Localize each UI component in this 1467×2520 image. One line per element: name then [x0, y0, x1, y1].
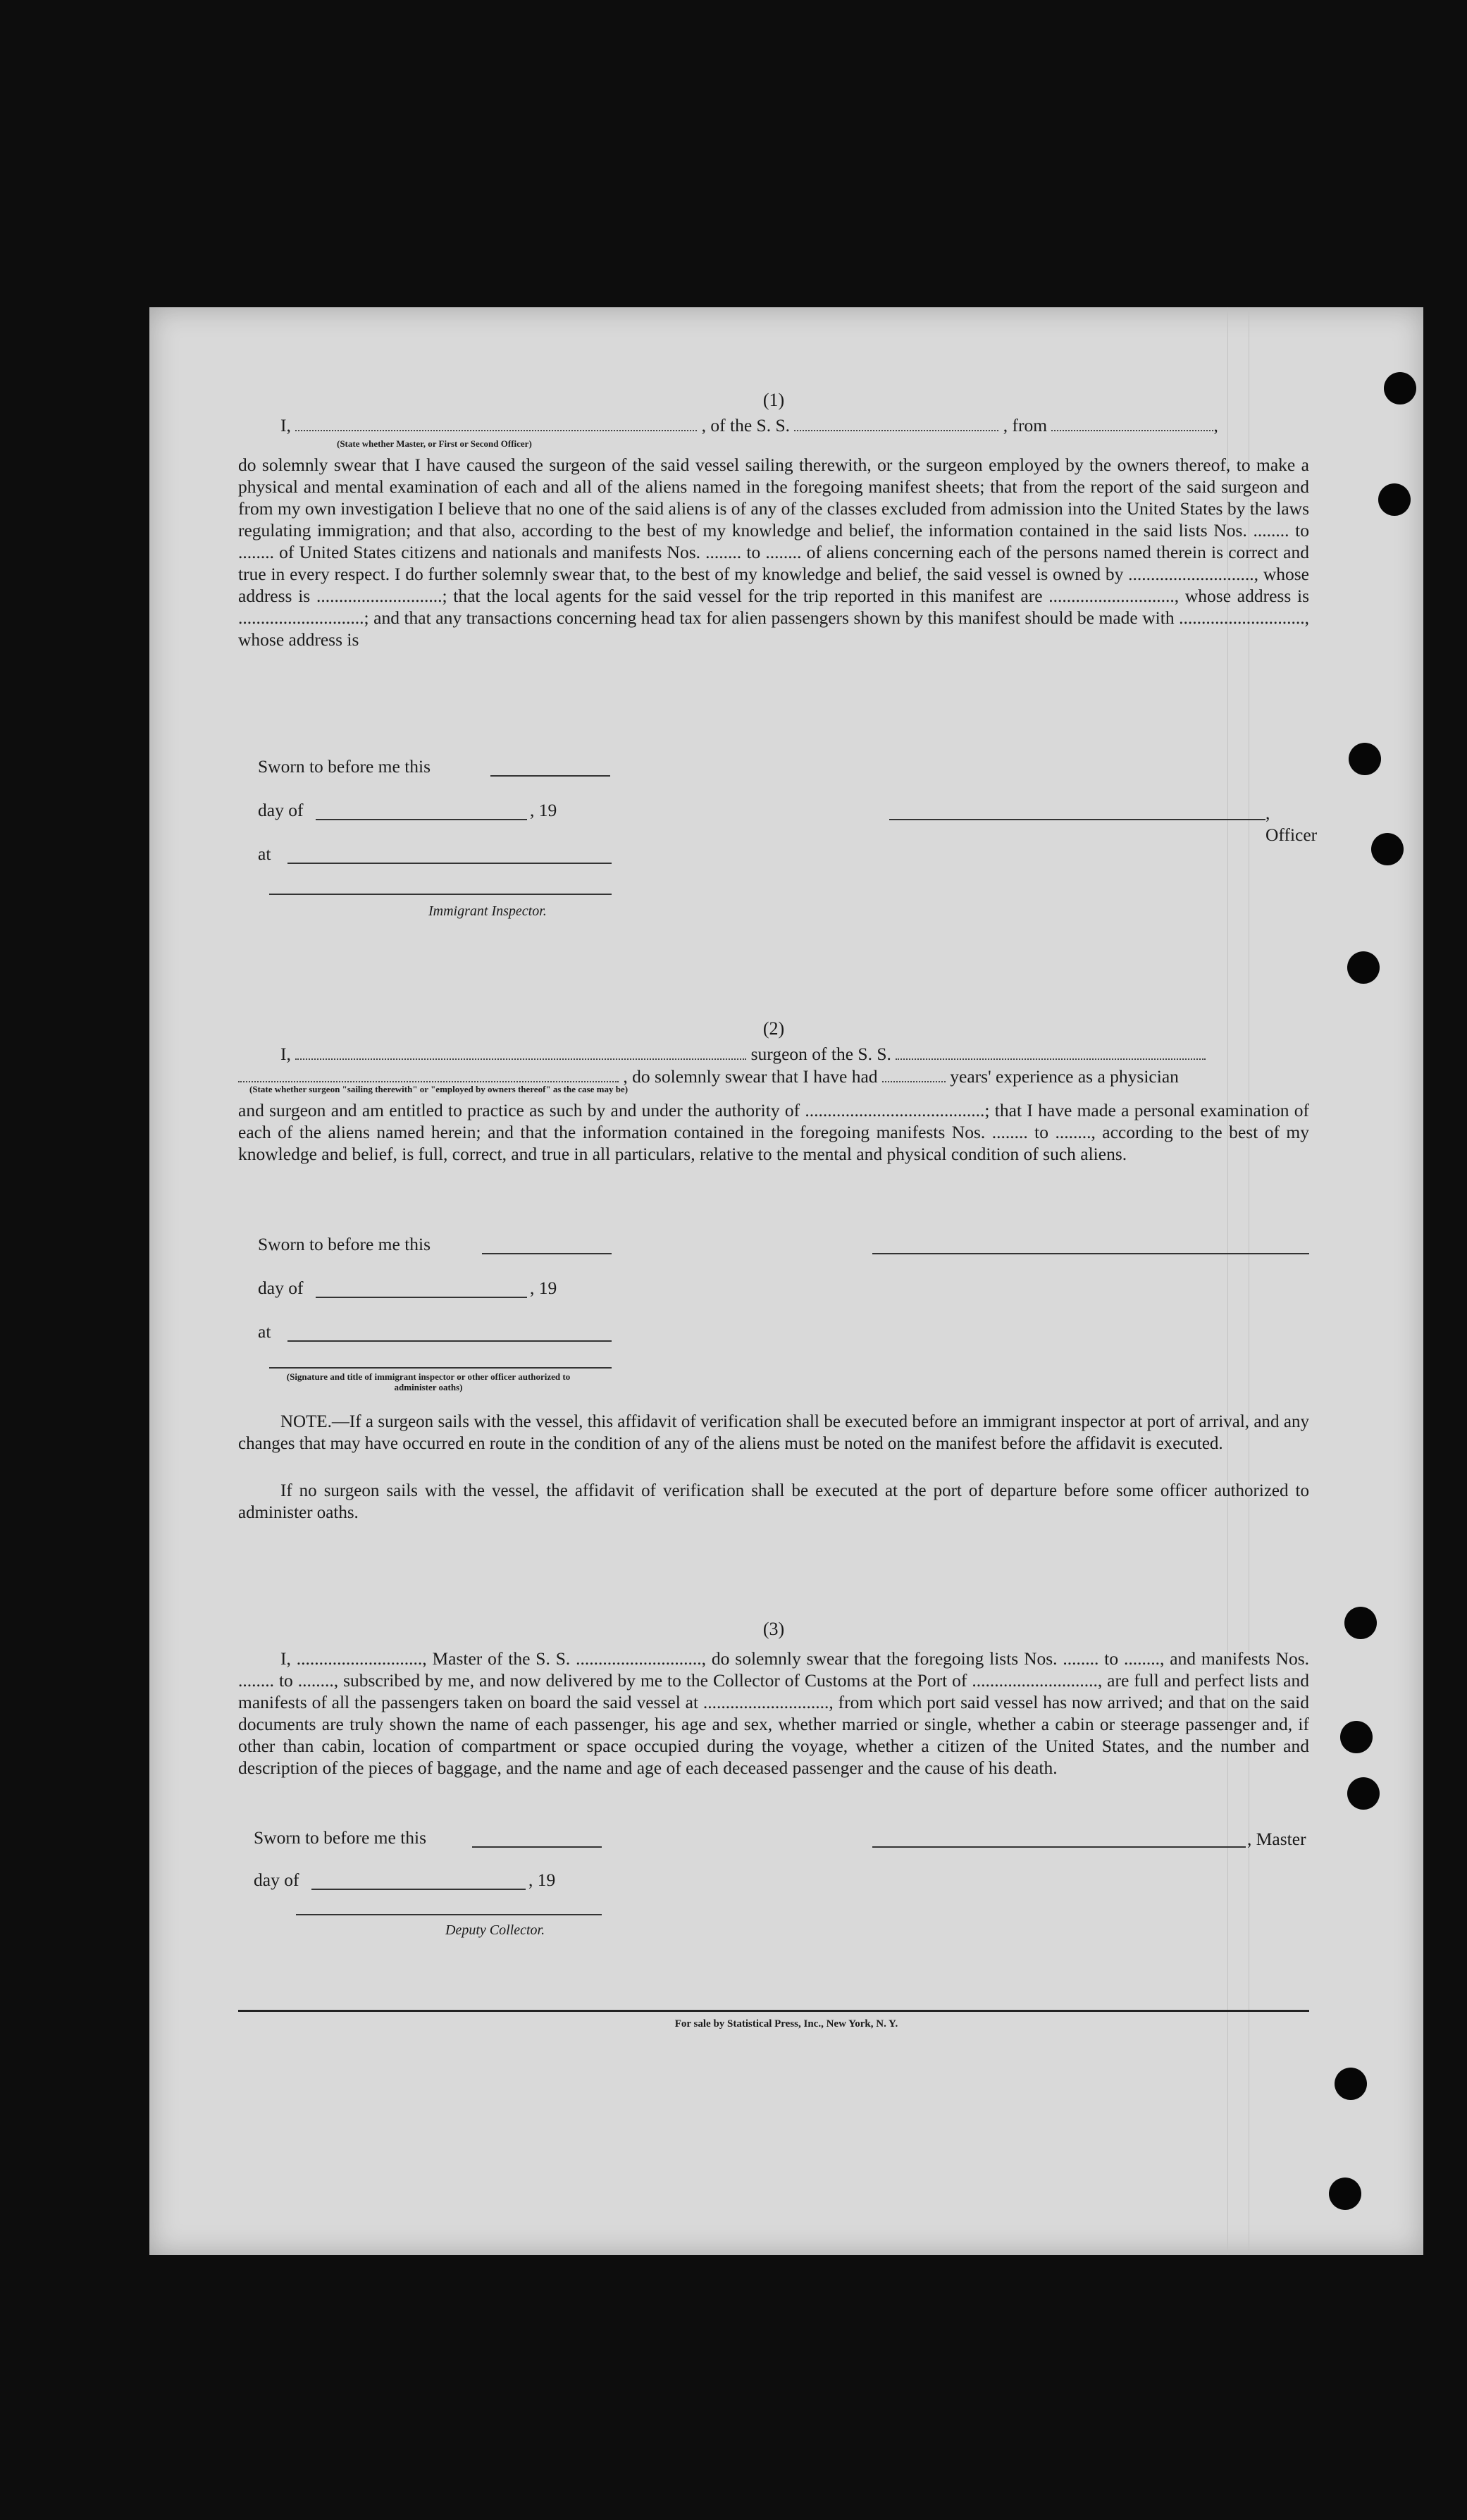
officer-note: (State whether Master, or First or Second Officer): [337, 438, 532, 449]
surgeon-note: (State whether surgeon "sailing therewith" or "employed by owners thereof" as the case may be): [249, 1084, 629, 1094]
day-of-label: day of: [254, 1870, 299, 1890]
sworn-label: Sworn to before me this: [258, 756, 431, 777]
sworn-blank: [482, 1253, 612, 1254]
collector-signature-line: [296, 1914, 602, 1915]
day-blank: [316, 1297, 527, 1298]
affidavit-section-1: [238, 389, 1318, 1023]
section-1-first-line: I, , of the S. S. , from ,: [280, 415, 1218, 436]
punch-hole: [1378, 483, 1411, 516]
section-2-body: and surgeon and am entitled to practice as such by and under the authority of ........................................; that I have made a personal examination of each of the aliens named herein; and that the information contained in the foregoing manifests Nos. ........ to ........, according to the best of my knowledge and belief, is full, correct, and true in all particulars, relative to the mental and physical condition of such aliens.: [238, 1100, 1309, 1164]
sworn-label: Sworn to before me this: [254, 1827, 427, 1848]
punch-hole: [1340, 1721, 1373, 1753]
section-3-heading: (3): [762, 1619, 785, 1639]
inspector-signature-line: [269, 894, 612, 895]
sworn-blank: [472, 1846, 602, 1848]
note-paragraph-1: NOTE.—If a surgeon sails with the vessel, this affidavit of verification shall be executed before an immigrant inspector at port of arrival, and any changes that may have occurred en route in the condition of any of the aliens must be noted on the manifest before the affidavit is executed.: [238, 1412, 1309, 1453]
year-label: , 19: [528, 1870, 556, 1890]
day-blank: [316, 819, 527, 820]
at-label: at: [258, 1321, 271, 1342]
punch-hole: [1349, 743, 1381, 775]
section-2-heading: (2): [762, 1018, 785, 1039]
ship-label: , of the S. S.: [701, 415, 791, 436]
manifest-back-page: [149, 307, 1423, 2255]
master-label: , Master: [1247, 1829, 1306, 1849]
day-blank: [311, 1889, 526, 1890]
officer-signature-line: [889, 819, 1265, 820]
section-1-heading: (1): [762, 390, 785, 410]
name-blank: [295, 427, 697, 431]
punch-hole: [1344, 1607, 1377, 1639]
sworn-label: Sworn to before me this: [258, 1234, 431, 1254]
at-label: at: [258, 844, 271, 864]
punch-hole: [1371, 833, 1404, 865]
section-3-body: I, ............................, Master of the S. S. ............................, do solemnly swear that the foregoing lists Nos. ........ to ........, and manifests Nos. ........ to ........, subscribed by me, and now delivered by me to the Collector of Customs at the Port of ............................, are full and perfect lists and manifests of all the passengers taken on board the said vessel at ............................, from which port said vessel has now arrived; and that on the said documents are truly shown the name of each passenger, his age and sex, whether married or single, whether a cabin or steerage passenger and, if other than cabin, location of compartment or space occupied during the voyage, whether a citizen of the United States, and the number and description of the pieces of baggage, and the name and age of each deceased passenger and the cause of his death.: [238, 1648, 1309, 1778]
ship-blank: [794, 427, 998, 431]
inspector-label: Immigrant Inspector.: [428, 903, 547, 919]
at-blank: [287, 1340, 612, 1342]
pronoun-label: I,: [280, 1044, 291, 1064]
year-label: , 19: [530, 800, 557, 820]
from-blank: [1051, 427, 1213, 431]
day-of-label: day of: [258, 1278, 304, 1298]
affidavit-section-3: [238, 1618, 1309, 2041]
footer-rule: [238, 2010, 1309, 2012]
punch-hole: [1347, 951, 1380, 984]
section-2-first-line: [280, 1043, 1206, 1065]
section-1-body: do solemnly swear that I have caused the surgeon of the said vessel sailing therewith, or the surgeon employed by the owners thereof, to make a physical and mental examination of each and all of the aliens named in the foregoing manifest sheets; that from the report of the said surgeon and from my own investigation I believe that no one of the said aliens is of any of the classes excluded from admission into the United States by the laws regulating immigration; and that also, according to the best of my knowledge and belief, the information contained in the said lists Nos. ........ to ........ of United States citizens and nationals and manifests Nos. ........ to ........ of aliens concerning each of the persons named therein is correct and true in every respect. I do further solemnly swear that, to the best of my knowledge and belief, the said vessel is owned by ............................, whose address is ............................; that the local agents for the said vessel for the trip reported in this manifest are ............................, whose address is ............................; and that any transactions concerning head tax for alien passengers shown by this manifest should be made with ............................, whose address is: [238, 455, 1309, 650]
officer-label: , Officer: [1265, 803, 1318, 845]
years-blank: [882, 1078, 946, 1082]
surgeon-type-blank: [238, 1078, 619, 1082]
punch-hole: [1329, 2178, 1361, 2210]
punch-hole: [1335, 2068, 1367, 2100]
from-label: , from: [1003, 415, 1048, 436]
punch-hole: [1347, 1777, 1380, 1810]
printer-imprint: For sale by Statistical Press, Inc., New York, N. Y.: [674, 2018, 898, 2030]
punch-hole: [1384, 372, 1416, 404]
surgeon-ship-blank: [896, 1056, 1206, 1060]
signature-line: [269, 1367, 612, 1369]
at-blank: [287, 863, 612, 864]
signature-note: (Signature and title of immigrant inspector or other officer authorized to administer oaths): [286, 1371, 571, 1392]
surgeon-name-blank: [295, 1056, 746, 1060]
surgeon-signature-line: [872, 1253, 1309, 1254]
pronoun-label: I,: [280, 415, 291, 436]
master-signature-line: [872, 1846, 1246, 1848]
day-of-label: day of: [258, 800, 304, 820]
note-paragraph-2: If no surgeon sails with the vessel, the affidavit of verification shall be executed at the port of departure before some officer authorized to administer oaths.: [238, 1481, 1309, 1522]
sworn-blank: [490, 775, 610, 777]
experience-end-label: years' experience as a physician: [950, 1066, 1179, 1087]
collector-label: Deputy Collector.: [445, 1922, 545, 1938]
experience-label: , do solemnly swear that I have had: [623, 1066, 878, 1087]
affidavit-section-2: [238, 1018, 1309, 1567]
surgeon-ship-label: surgeon of the S. S.: [750, 1044, 891, 1064]
year-label: , 19: [530, 1278, 557, 1298]
